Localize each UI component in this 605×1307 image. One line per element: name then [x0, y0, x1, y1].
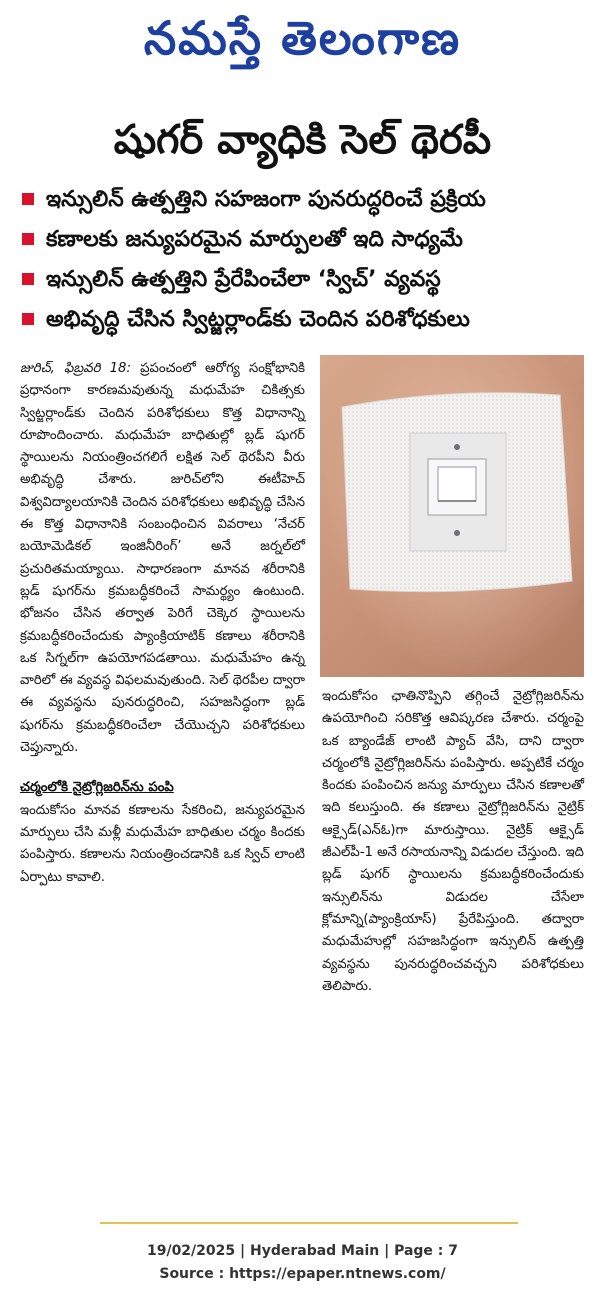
newspaper-masthead: నమస్తే తెలంగాణ	[143, 11, 462, 65]
bullet-item: ఇన్సులిన్ ఉత్పత్తిని సహజంగా పునరుద్ధరించే ప్రక్రియ	[22, 180, 592, 220]
article-subheading: చర్మంలోకి నైట్రోగ్లిజరిన్‌ను పంపి	[20, 780, 174, 796]
highlight-bullets	[22, 180, 592, 340]
bandage-switch-illustration	[320, 355, 584, 677]
footer-divider	[100, 1222, 518, 1224]
red-square-bullet-icon	[22, 273, 34, 285]
article-paragraph: జురిచ్, ఫిబ్రవరి 18: ప్రపంచంలో ఆరోగ్య సంక్షోభానికి ప్రధానంగా కారణమవుతున్న మధుమేహ చికిత్సకు స్విట్జర్లాండ్‌కు చెందిన పరిశోధకులు కొత్త విధానాన్ని రూపొందించారు. మధుమేహ బాధితుల్లో బ్లడ్ షుగర్ స్థాయిలను నియంత్రించగలిగే లక్షిత సెల్ థెరపీని వీరు అభివృద్ధి చేశారు. జురిచ్‌లోని ఈటీహెచ్ విశ్వవిద్యాలయానికి చెందిన పరిశోధకులు అభివృద్ధి చేసిన ఈ కొత్త విధానానికి సంబంధించిన వివరాలు ‘నేచర్ బయోమెడికల్ ఇంజినీరింగ్’ అనే జర్నల్‌లో ప్రచురితమయ్యాయి. సాధారణంగా మానవ శరీరానికి బ్లడ్ షుగర్‌ను క్రమబద్ధీకరించే సామర్థ్యం ఉంటుంది. భోజనం చేసిన తర్వాత పెరిగే చెక్కెర స్థాయిలను క్రమబద్ధీకరించేందుకు ప్యాంక్రియాటిక్ కణాలు శరీరానికి ఒక సిగ్నల్‌గా ఉపయోగపడతాయి. మధుమేహం ఉన్న వారిలో ఈ వ్యవస్థ విఫలమవుతుంది. సెల్ థెరపీల ద్వారా ఈ వ్యవస్థను పునరుద్ధరించి, సహజసిద్ధంగా బ్లడ్ షుగర్‌ను క్రమబద్ధీకరించేలా చేయొచ్చని పరిశోధకులు చెప్తున్నారు.	[20, 361, 305, 756]
footer-date-edition: 19/02/2025 | Hyderabad Main | Page : 7	[146, 1243, 459, 1259]
article-headline: షుగర్ వ్యాధికి సెల్ థెరపీ	[113, 116, 492, 163]
red-square-bullet-icon	[22, 313, 34, 325]
footer-source-link[interactable]: Source : https://epaper.ntnews.com/	[159, 1266, 446, 1282]
bullet-item: అభివృద్ధి చేసిన స్విట్జర్లాండ్‌కు చెందిన పరిశోధకులు	[22, 300, 592, 340]
article-column-right	[322, 686, 584, 998]
dateline: జురిచ్, ఫిబ్రవరి 18:	[20, 361, 131, 376]
red-square-bullet-icon	[22, 193, 34, 205]
red-square-bullet-icon	[22, 233, 34, 245]
article-paragraph: ఇందుకోసం ఛాతినొప్పిని తగ్గించే నైట్రోగ్లిజరిన్‌ను ఉపయోగించి సరికొత్త ఆవిష్కరణ చేశారు. చర్మంపై ఒక బ్యాండేజ్ లాంటి ప్యాచ్ వేసి, దాని ద్వారా చర్మంలోకి నైట్రోగ్లిజరిన్‌ను పంపిస్తారు. అప్పటికే చర్మం కిందకు పంపించిన జన్యు మార్పులు చేసిన కణాలతో ఇది కలుస్తుంది. ఈ కణాలు నైట్రోగ్లిజరిన్‌ను నైట్రిక్ ఆక్సైడ్(ఎన్ఓ)గా మారుస్తాయి. నైట్రిక్ ఆక్సైడ్ జీఎల్‌పీ-1 అనే రసాయనాన్ని విడుదల చేస్తుంది. ఇది బ్లడ్ షుగర్ స్థాయిలను క్రమబద్ధీకరించేందుకు ఇన్సులిన్‌ను విడుదల చేసేలా క్లోమాన్ని(ప్యాంక్రియాస్) ప్రేరేపిస్తుంది. తద్వారా మధుమేహుల్లో సహజసిద్ధంగా ఇన్సులిన్ ఉత్పత్తి వ్యవస్థను పునరుద్ధరించవచ్చని పరిశోధకులు తెలిపారు.	[322, 689, 584, 994]
article-paragraph: ఇందుకోసం మానవ కణాలను సేకరించి, జన్యుపరమైన మార్పులు చేసి మళ్లీ మధుమేహ బాధితుల చర్మం కిందకు పంపిస్తారు. కణాలను నియంత్రించడానికి ఒక స్విచ్ లాంటి ఏర్పాటు కావాలి.	[20, 802, 305, 885]
bullet-item: ఇన్సులిన్ ఉత్పత్తిని ప్రేరేపించేలా ‘స్విచ్’ వ్యవస్థ	[22, 260, 592, 300]
bullet-item: కణాలకు జన్యుపరమైన మార్పులతో ఇది సాధ్యమే	[22, 220, 592, 260]
article-photo	[320, 355, 584, 677]
article-column-left	[20, 358, 305, 889]
